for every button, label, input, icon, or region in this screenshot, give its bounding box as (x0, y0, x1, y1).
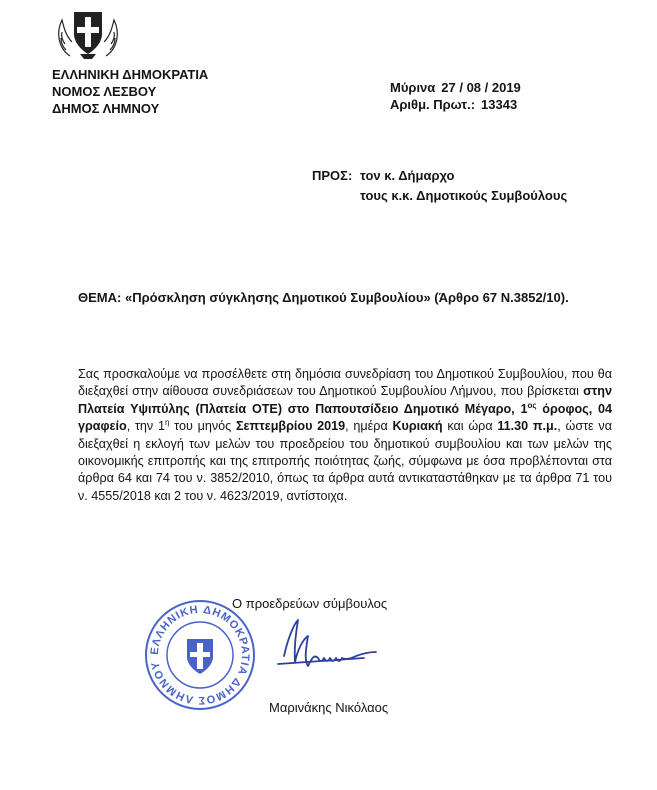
meeting-time: 11.30 π.μ. (497, 419, 558, 434)
signature (264, 618, 424, 680)
invitation-body: Σας προσκαλούμε να προσέλθετε στη δημόσια συνεδρίαση του Δημοτικού Συμβουλίου, που θα διεξαχθεί στην αίθουσα συνεδριάσεων του Δημοτικού Συμβουλίου Λήμνου, που βρίσκεται στην Πλατεία Υψιπύλης (Πλατεία ΟΤΕ) στο Παπουτσίδειο Δημοτικό Μέγαρο, $1^{o\varsigma}$ όροφος, 04 γραφείο, την $1^\eta$ του μηνός Σεπτεμβρίου 2019, ημέρα Κυριακή και ώρα 11.30 π.μ., ώστε να διεξαχθεί η εκλογή των μελών του προεδρείου του δημοτικού συμβουλίου και των μελών της οικονομικής επιτροπής και της επιτροπής ποιότητας ζωής, σύμφωνα με όσα προβλέπονται στα άρθρα 64 και 74 του ν. 3852/2010, όπως τα άρθρα αυτά αντικαταστάθηκαν με τα άρθρα 71 του ν. 4555/2018 και 2 του ν. 4623/2019, αντίστοιχα. (78, 367, 612, 503)
signatory-title: Ο προεδρεύων σύμβουλος (232, 596, 388, 611)
document-date: 27 / 08 / 2019 (441, 80, 521, 95)
subject-reference: (Άρθρο 67 Ν.3852/10). (434, 290, 569, 305)
svg-text:ΕΛΛΗΝΙΚΗ ΔΗΜΟΚΡΑΤΙΑ ΔΗΜΟΣ ΛΗΜΝ: ΕΛΛΗΝΙΚΗ ΔΗΜΟΚΡΑΤΙΑ ΔΗΜΟΣ ΛΗΜΝΟΥ (148, 603, 252, 707)
signatory-name: Μαρινάκης Νικόλαος (269, 700, 389, 715)
recipient-councillors: τους κ.κ. Δημοτικούς Συμβούλους (360, 188, 568, 203)
place-label: Μύρινα (390, 80, 436, 95)
issuer-prefecture: ΝΟΜΟΣ ΛΕΣΒΟΥ (52, 84, 157, 99)
protocol-number: 13343 (481, 97, 518, 112)
protocol-label: Αριθμ. Πρωτ.: (390, 97, 476, 112)
issuer-country: ΕΛΛΗΝΙΚΗ ΔΗΜΟΚΡΑΤΙΑ (52, 67, 209, 82)
date-protocol-block (390, 79, 521, 113)
issuer-block (52, 66, 208, 117)
recipients-block (312, 166, 567, 206)
official-stamp (143, 597, 257, 714)
recipients-label: ΠΡΟΣ: (312, 168, 353, 183)
meeting-weekday: Κυριακή (392, 419, 443, 434)
subject-text: «Πρόσκληση σύγκλησης Δημοτικού Συμβουλίου» (124, 290, 431, 305)
recipient-mayor: τον κ. Δήμαρχο (360, 168, 455, 183)
subject-line (78, 290, 569, 305)
meeting-month: Σεπτεμβρίου 2019 (235, 419, 346, 434)
coat-of-arms-icon (52, 6, 124, 62)
subject-label: ΘΕΜΑ: (78, 290, 122, 305)
issuer-municipality: ΔΗΜΟΣ ΛΗΜΝΟΥ (52, 101, 160, 116)
meeting-location: στην Πλατεία Υψιπύλης (Πλατεία ΟΤΕ) στο Παπουτσίδειο Δημοτικό Μέγαρο, 1 (78, 384, 612, 416)
